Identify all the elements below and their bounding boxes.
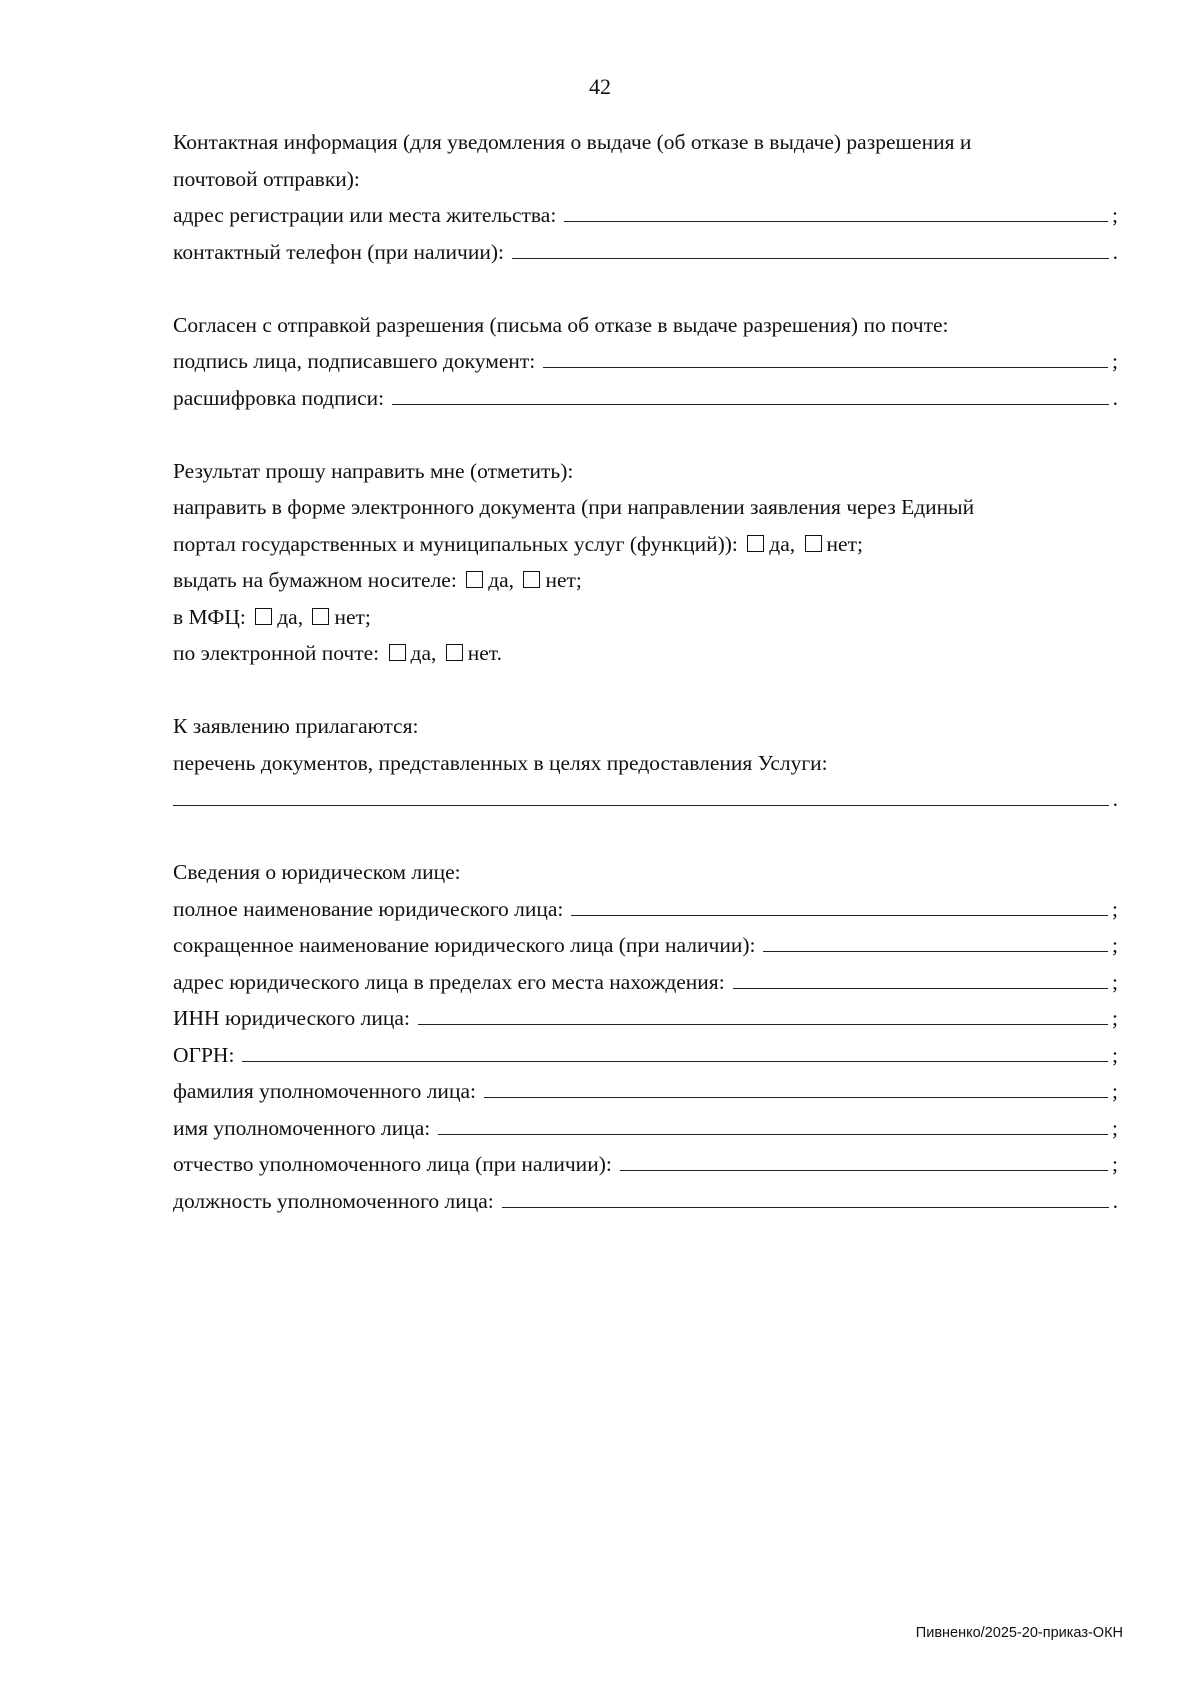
result-heading: Результат прошу направить мне (отметить): bbox=[173, 458, 574, 483]
electronic-yes-checkbox[interactable] bbox=[747, 535, 764, 552]
legal-short-name-blank[interactable] bbox=[763, 929, 1108, 952]
yes-label: да, bbox=[410, 641, 437, 665]
legal-address-field bbox=[173, 964, 1118, 1001]
field-end: ; bbox=[1112, 896, 1118, 921]
electronic-label: портал государственных и муниципальных услуг (функций)): bbox=[173, 531, 738, 556]
representative-name-blank[interactable] bbox=[438, 1112, 1108, 1135]
field-end: . bbox=[1112, 1188, 1118, 1213]
phone-field bbox=[173, 234, 1118, 271]
field-end: ; bbox=[1112, 1152, 1118, 1176]
decoding-blank[interactable] bbox=[392, 382, 1108, 405]
email-yes-checkbox[interactable] bbox=[389, 644, 406, 661]
email-label: по электронной почте: bbox=[173, 641, 380, 665]
address-field bbox=[173, 197, 1118, 234]
attachments-heading: К заявлению прилагаются: bbox=[173, 714, 419, 738]
legal-short-name-field bbox=[173, 927, 1118, 964]
legal-inn-blank[interactable] bbox=[418, 1002, 1108, 1025]
phone-label: контактный телефон (при наличии): bbox=[173, 239, 504, 264]
spacer bbox=[173, 818, 1118, 855]
attachments-end: . bbox=[1112, 787, 1118, 811]
electronic-option bbox=[173, 526, 1118, 563]
legal-full-name-field bbox=[173, 891, 1118, 928]
mfc-label: в МФЦ: bbox=[173, 604, 246, 629]
field-end: ; bbox=[1112, 933, 1118, 957]
signature-blank[interactable] bbox=[543, 345, 1108, 368]
legal-ogrn-blank[interactable] bbox=[242, 1039, 1108, 1062]
no-label: нет; bbox=[334, 604, 371, 629]
yes-label: да, bbox=[277, 604, 304, 629]
email-option bbox=[173, 635, 1118, 672]
field-label: отчество уполномоченного лица (при наличии): bbox=[173, 1152, 612, 1176]
attachments-blank[interactable] bbox=[173, 783, 1109, 806]
legal-address-blank[interactable] bbox=[733, 966, 1108, 989]
contact-heading-line1: Контактная информация (для уведомления о выдаче (об отказе в выдаче) разрешения и bbox=[173, 130, 972, 154]
mfc-option bbox=[173, 599, 1118, 636]
field-label: должность уполномоченного лица: bbox=[173, 1188, 494, 1213]
paper-no-checkbox[interactable] bbox=[523, 571, 540, 588]
address-label: адрес регистрации или места жительства: bbox=[173, 203, 557, 227]
legal-full-name-blank[interactable] bbox=[571, 893, 1108, 916]
phone-blank[interactable] bbox=[512, 236, 1109, 259]
legal-entity-fields bbox=[173, 891, 1118, 1220]
paper-yes-checkbox[interactable] bbox=[466, 571, 483, 588]
electronic-no-checkbox[interactable] bbox=[805, 535, 822, 552]
representative-position-blank[interactable] bbox=[502, 1185, 1109, 1208]
no-label: нет; bbox=[826, 531, 863, 556]
field-end: ; bbox=[1112, 969, 1118, 994]
field-end: ; bbox=[1112, 1079, 1118, 1103]
address-blank[interactable] bbox=[564, 199, 1108, 222]
paper-option bbox=[173, 562, 1118, 599]
field-label: ИНН юридического лица: bbox=[173, 1006, 410, 1030]
mfc-yes-checkbox[interactable] bbox=[255, 608, 272, 625]
representative-patronymic-blank[interactable] bbox=[620, 1148, 1108, 1171]
decoding-field bbox=[173, 380, 1118, 417]
field-end: ; bbox=[1112, 1042, 1118, 1067]
spacer bbox=[173, 270, 1118, 307]
field-label: имя уполномоченного лица: bbox=[173, 1115, 431, 1140]
field-label: сокращенное наименование юридического лица (при наличии): bbox=[173, 933, 756, 957]
paper-label: выдать на бумажном носителе: bbox=[173, 568, 457, 592]
representative-position-field bbox=[173, 1183, 1118, 1220]
signature-field bbox=[173, 343, 1118, 380]
field-label: ОГРН: bbox=[173, 1042, 235, 1067]
address-end: ; bbox=[1112, 203, 1118, 227]
phone-end: . bbox=[1112, 239, 1118, 264]
decoding-label: расшифровка подписи: bbox=[173, 385, 385, 410]
mfc-no-checkbox[interactable] bbox=[312, 608, 329, 625]
legal-inn-field bbox=[173, 1000, 1118, 1037]
attachments-field bbox=[173, 781, 1118, 818]
representative-name-field bbox=[173, 1110, 1118, 1147]
no-label: нет; bbox=[545, 568, 582, 592]
legal-entity-heading: Сведения о юридическом лице: bbox=[173, 860, 461, 884]
field-label: фамилия уполномоченного лица: bbox=[173, 1079, 476, 1103]
no-label: нет. bbox=[467, 641, 502, 665]
contact-heading-line2: почтовой отправки): bbox=[173, 166, 360, 191]
legal-ogrn-field bbox=[173, 1037, 1118, 1074]
field-label: полное наименование юридического лица: bbox=[173, 896, 564, 921]
field-end: ; bbox=[1112, 1115, 1118, 1140]
representative-patronymic-field bbox=[173, 1146, 1118, 1183]
yes-label: да, bbox=[769, 531, 796, 556]
field-label: адрес юридического лица в пределах его места нахождения: bbox=[173, 969, 725, 994]
yes-label: да, bbox=[488, 568, 515, 592]
spacer bbox=[173, 416, 1118, 453]
field-end: ; bbox=[1112, 1006, 1118, 1030]
consent-heading: Согласен с отправкой разрешения (письма об отказе в выдаче разрешения) по почте: bbox=[173, 312, 949, 337]
spacer bbox=[173, 672, 1118, 709]
page-number: 42 bbox=[589, 74, 611, 99]
document-footer: Пивненко/2025-20-приказ-ОКН bbox=[915, 1625, 1123, 1641]
email-no-checkbox[interactable] bbox=[446, 644, 463, 661]
decoding-end: . bbox=[1112, 385, 1118, 410]
form-content bbox=[173, 124, 1118, 1219]
representative-surname-blank[interactable] bbox=[484, 1075, 1108, 1098]
signature-end: ; bbox=[1112, 349, 1118, 373]
representative-surname-field bbox=[173, 1073, 1118, 1110]
signature-label: подпись лица, подписавшего документ: bbox=[173, 349, 536, 373]
attachments-list-label: перечень документов, представленных в целях предоставления Услуги: bbox=[173, 750, 828, 775]
electronic-line1: направить в форме электронного документа (при направлении заявления через Единый bbox=[173, 495, 975, 519]
